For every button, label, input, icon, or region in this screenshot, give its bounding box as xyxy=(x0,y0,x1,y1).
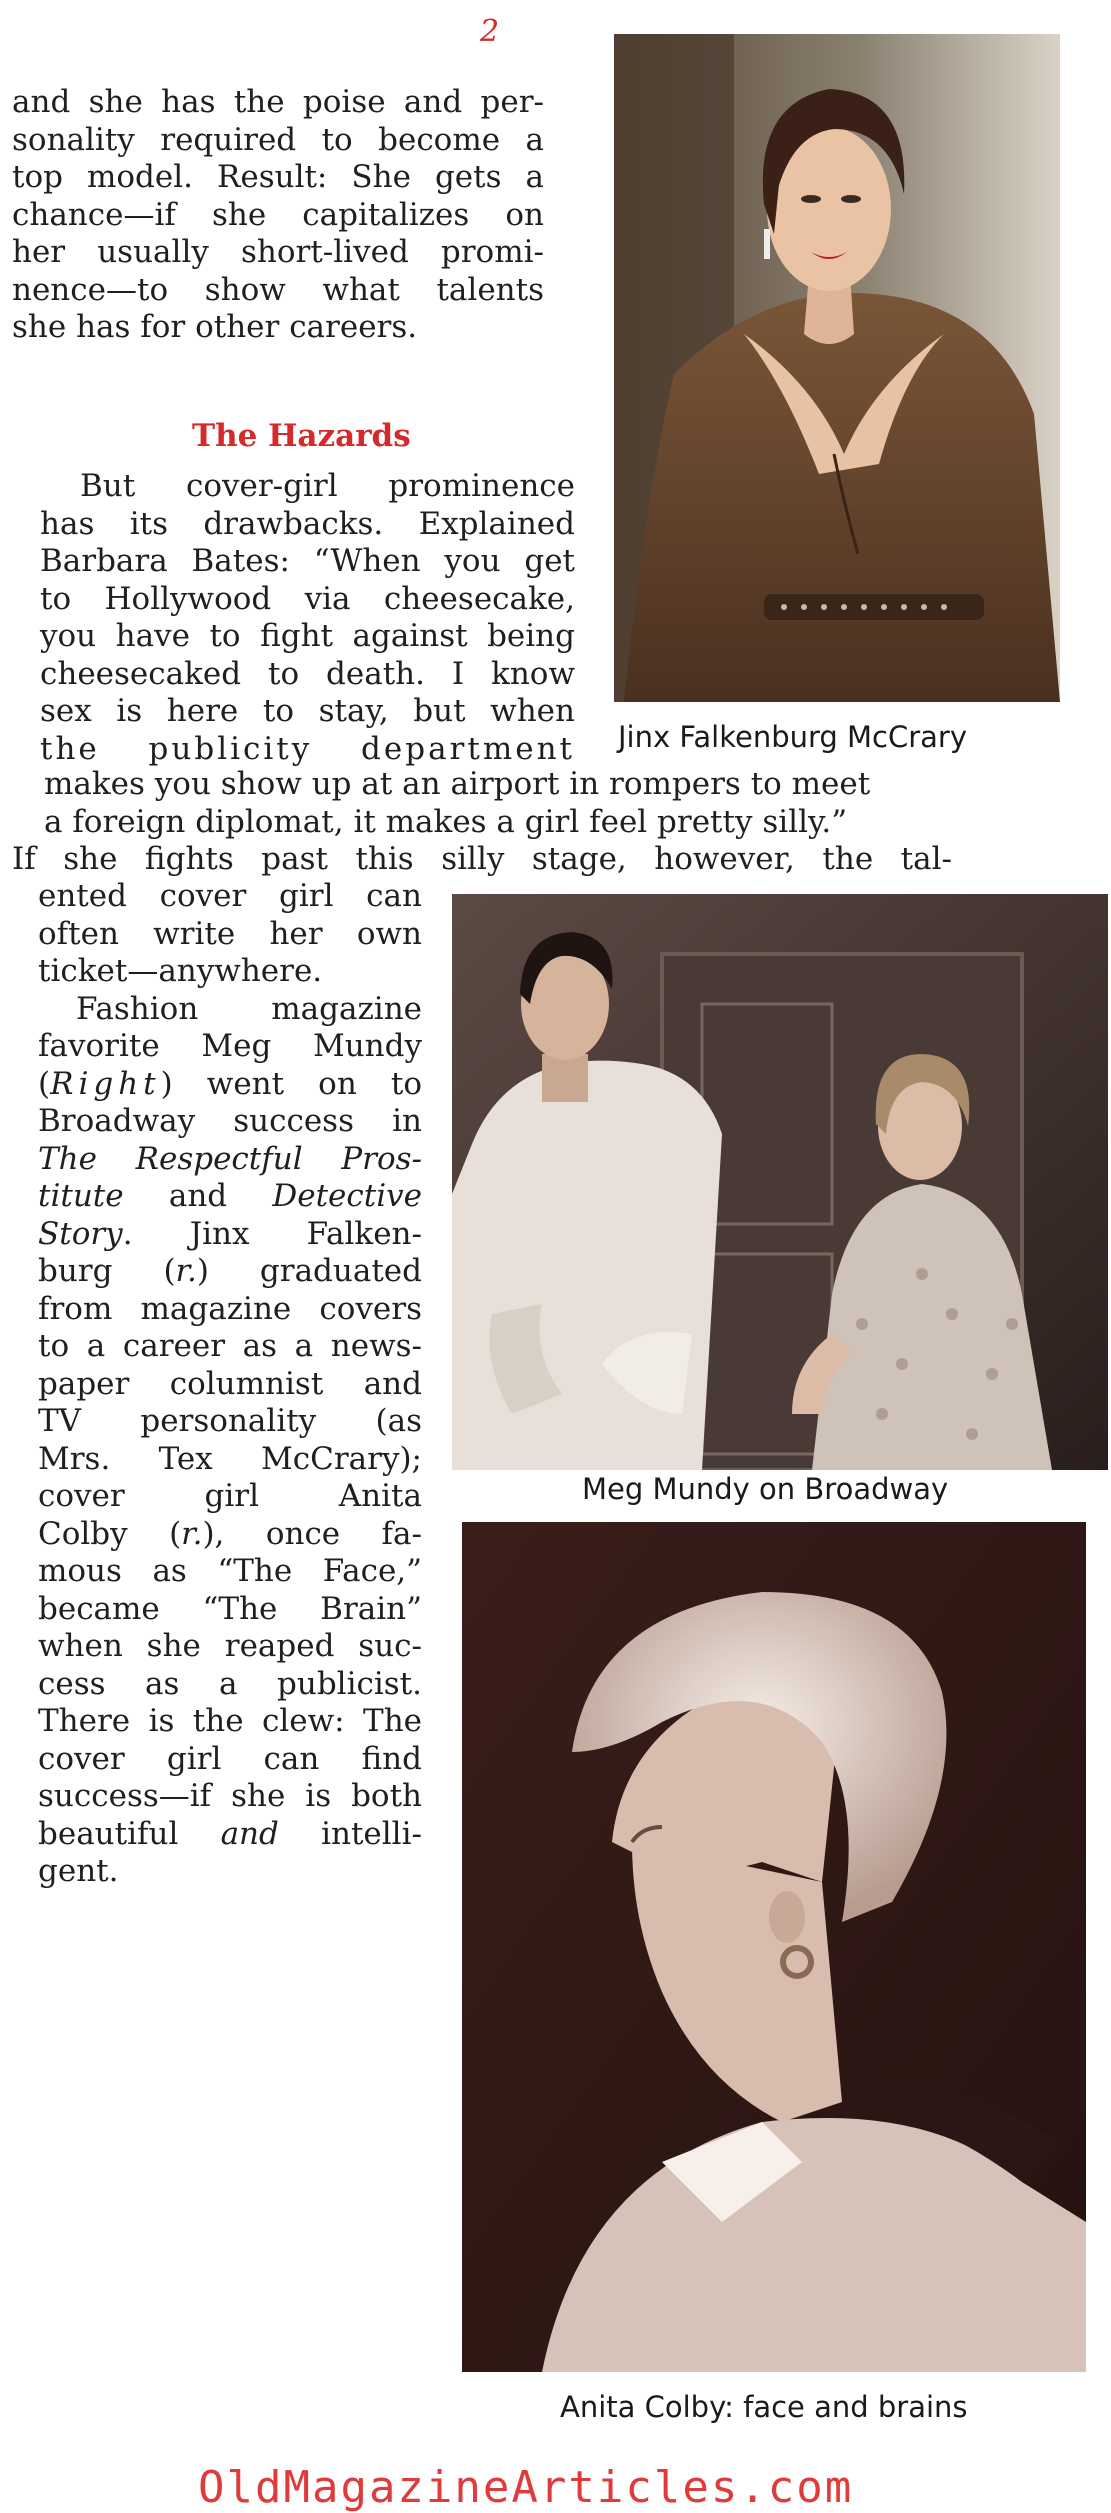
caption-jinx: Jinx Falkenburg McCrary xyxy=(618,720,968,754)
text-line: cover girl Anita xyxy=(38,1478,422,1514)
hazards-paragraph xyxy=(40,468,575,768)
text-span: r. xyxy=(175,1253,197,1289)
text-span: . Jinx Falken- xyxy=(122,1215,422,1252)
text-span: ) went on to xyxy=(160,1065,422,1102)
text-line xyxy=(38,1516,422,1554)
portrait-illustration xyxy=(614,34,1060,702)
text-line: often write her own xyxy=(38,915,422,952)
text-span: intelli- xyxy=(278,1815,422,1852)
text-line xyxy=(38,1816,422,1854)
caption-anita: Anita Colby: face and brains xyxy=(560,2390,968,2424)
page-number: 2 xyxy=(480,14,500,49)
text-line: you have to fight against being xyxy=(40,618,575,654)
text-line: makes you show up at an airport in rompers to meet xyxy=(44,766,871,802)
text-line xyxy=(38,1253,422,1291)
fullwidth-line-3 xyxy=(12,841,952,879)
text-line: nence—to show what talents xyxy=(12,271,544,308)
text-span: burg ( xyxy=(38,1253,176,1289)
text-line: gent. xyxy=(38,1853,119,1889)
text-line: cess as a publicist. xyxy=(38,1665,422,1702)
text-span: ) graduated xyxy=(196,1253,422,1289)
text-span: r. xyxy=(181,1515,203,1552)
text-line: ticket—anywhere. xyxy=(38,953,323,989)
text-line: has its drawbacks. Explained xyxy=(40,505,575,542)
watermark: OldMagazineArticles.com xyxy=(198,2462,854,2513)
section-heading: The Hazards xyxy=(192,418,411,454)
text-line xyxy=(38,1178,422,1216)
text-line xyxy=(38,1216,422,1254)
text-line: paper columnist and xyxy=(38,1365,422,1402)
text-span: and xyxy=(220,1815,279,1852)
text-line: became “The Brain” xyxy=(38,1590,422,1627)
text-span: ), once fa- xyxy=(202,1515,422,1552)
text-line: to a career as a news- xyxy=(38,1328,422,1364)
text-span: beautiful xyxy=(38,1815,221,1852)
text-line: mous as “The Face,” xyxy=(38,1553,422,1589)
text-line: her usually short-lived promi- xyxy=(12,234,544,270)
text-line: cheesecaked to death. I know xyxy=(40,655,575,692)
photo-jinx-falkenburg xyxy=(614,34,1060,702)
text-span: ( xyxy=(38,1065,51,1102)
text-line xyxy=(38,1066,422,1104)
text-line: If she fights past this silly stage, however, the tal- xyxy=(12,841,952,877)
fullwidth-paragraph xyxy=(44,766,964,841)
text-line: success—if she is both xyxy=(38,1778,422,1814)
text-line: to Hollywood via cheesecake, xyxy=(40,580,575,617)
text-line: Mrs. Tex McCrary); xyxy=(38,1440,422,1477)
photo-anita-colby xyxy=(462,1522,1086,2372)
text-span: titute xyxy=(38,1178,124,1214)
text-span: Story xyxy=(38,1215,123,1252)
profile-portrait-illustration xyxy=(462,1522,1086,2372)
text-line: Barbara Bates: “When you get xyxy=(40,543,575,579)
text-line: top model. Result: She gets a xyxy=(12,159,544,195)
text-line: favorite Meg Mundy xyxy=(38,1028,422,1064)
text-line: Broadway success in xyxy=(38,1103,422,1139)
text-line: and she has the poise and per- xyxy=(12,84,544,120)
text-line: The Respectful Pros- xyxy=(38,1140,422,1177)
text-line: from magazine covers xyxy=(38,1290,422,1327)
text-line: ented cover girl can xyxy=(38,878,422,914)
caption-meg: Meg Mundy on Broadway xyxy=(582,1472,949,1506)
text-line: sex is here to stay, but when xyxy=(40,693,575,729)
text-line: But cover-girl prominence xyxy=(80,468,575,504)
text-line: sonality required to become a xyxy=(12,121,544,158)
text-line: when she reaped suc- xyxy=(38,1628,422,1664)
text-span: Colby ( xyxy=(38,1515,182,1552)
text-span: Right xyxy=(50,1065,161,1102)
left-column xyxy=(38,878,422,1891)
text-line: TV personality (as xyxy=(38,1403,422,1439)
text-line: the publicity department xyxy=(40,730,575,767)
text-line: a foreign diplomat, it makes a girl feel pretty silly.” xyxy=(44,803,848,840)
text-line: Fashion magazine xyxy=(76,990,422,1027)
stage-photo-illustration xyxy=(452,894,1108,1470)
text-span: Detective xyxy=(272,1178,422,1214)
text-line: There is the clew: The xyxy=(38,1703,422,1739)
photo-meg-mundy xyxy=(452,894,1108,1470)
text-line: cover girl can find xyxy=(38,1740,422,1777)
text-span: and xyxy=(123,1178,273,1214)
intro-paragraph xyxy=(12,84,544,347)
text-line: she has for other careers. xyxy=(12,309,418,345)
text-line: chance—if she capitalizes on xyxy=(12,196,544,233)
